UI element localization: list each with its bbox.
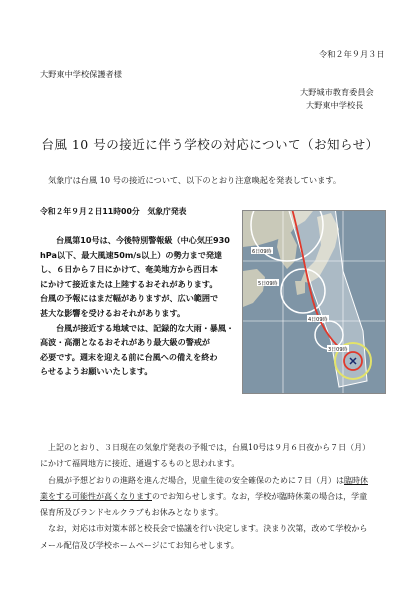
map-time-label: 5日09時 bbox=[258, 281, 278, 287]
map-time-label: 6日09時 bbox=[252, 249, 272, 255]
typhoon-forecast-map bbox=[242, 210, 386, 394]
announcement-line: hPa以下、最大風速50m/s以上）の勢力まで発達 bbox=[40, 249, 223, 260]
paragraph-line: にかけて福岡地方に接近、通過するものと思われます。 bbox=[40, 459, 240, 469]
paragraph-line: 保育所及びランドセルクラブもお休みとなります。 bbox=[40, 508, 223, 518]
sender-board: 大野城市教育委員会 bbox=[300, 87, 374, 97]
announcement-line: 必要です。週末を迎える前に台風への備えを終わ bbox=[40, 351, 218, 362]
text-run-underlined: 臨時休 bbox=[344, 475, 368, 485]
announcement-line: 台風の予報にはまだ幅がありますが、広い範囲で bbox=[40, 293, 219, 304]
sender-principal: 大野東中学校長 bbox=[306, 100, 364, 110]
page-title: 台風 10 号の接近に伴う学校の対応について（お知らせ） bbox=[41, 137, 379, 152]
forecast-map-svg bbox=[243, 211, 385, 393]
paragraph-line: メール配信及び学校ホームページにてお知らせします。 bbox=[40, 540, 239, 550]
announcement-line: らせるようお願いいたします。 bbox=[40, 366, 153, 377]
announcement-line: 台風第10号は、今後特別警報級（中心気圧930 bbox=[56, 235, 230, 245]
map-time-label: 3日09時 bbox=[328, 347, 348, 353]
paragraph-line bbox=[40, 473, 390, 489]
followup-text bbox=[40, 440, 390, 554]
addressee: 大野東中学校保護者様 bbox=[40, 69, 122, 79]
announcement-line: 甚大な影響を受けるおそれがあります。 bbox=[40, 307, 186, 318]
text-run-underlined: 業をする可能性が高くなります bbox=[40, 491, 152, 501]
text-run: のでお知らせします。なお，学校が臨時休業の場合は，学童 bbox=[152, 491, 368, 501]
announcement-line: にかけて接近または上陸するおそれがあります。 bbox=[40, 278, 218, 289]
announcement-heading: 令和２年９月２日11時00分 気象庁発表 bbox=[40, 207, 187, 216]
announcement-line: し、６日から７日にかけて、奄美地方から西日本 bbox=[40, 264, 218, 275]
announcement-line: 台風が接近する地域では、記録的な大雨・暴風・ bbox=[56, 322, 235, 333]
map-time-label: 4日09時 bbox=[308, 317, 328, 323]
text-run: 台風が予想どおりの進路を進んだ場合，児童生徒の安全確保のために７日（月）は bbox=[48, 475, 344, 485]
paragraph-line: なお，対応は市対策本部と校長会で協議を行い決定します。決まり次第，改めて学校から bbox=[48, 524, 368, 534]
announcement-body bbox=[40, 233, 240, 379]
announcement-line: 高波・高潮となるおそれがあり最大級の警戒が bbox=[40, 337, 210, 348]
paragraph-line: 上記のとおり、３日現在の気象庁発表の予報では，台風10号は９月６日夜から７日（月） bbox=[48, 443, 371, 452]
issue-date: 令和２年９月３日 bbox=[319, 49, 385, 59]
paragraph-line bbox=[40, 489, 390, 505]
intro-text: 気象庁は台風 10 号の接近について、以下のとおり注意喚起を発表しています。 bbox=[48, 175, 342, 185]
